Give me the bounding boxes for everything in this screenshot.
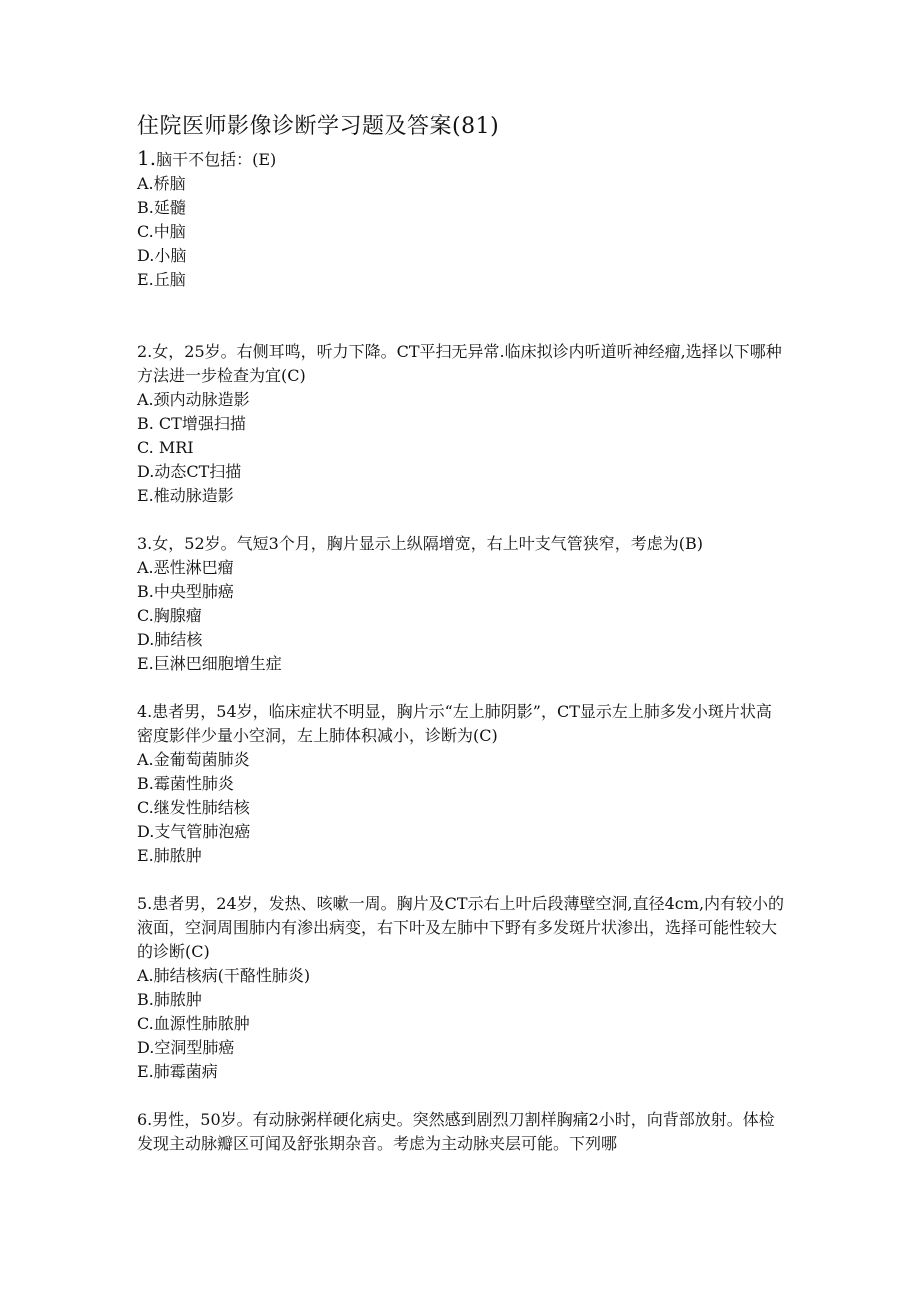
- option-e: E.肺脓肿: [137, 846, 202, 865]
- option-d: D.空洞型肺癌: [137, 1038, 235, 1057]
- option-e: E.巨淋巴细胞增生症: [137, 654, 282, 673]
- document-title: 住院医师影像诊断学习题及答案(81): [137, 114, 500, 139]
- question-number: 3.: [137, 534, 153, 553]
- option-b: B.霉菌性肺炎: [137, 774, 234, 793]
- question-5: [137, 892, 787, 1084]
- spacer: [137, 1084, 787, 1108]
- question-number: 4.: [137, 702, 153, 721]
- option-d: D.肺结核: [137, 630, 203, 649]
- question-2: [137, 340, 787, 508]
- question-text: 患者男，24岁，发热、咳嗽一周。胸片及CT示右上叶后段薄壁空洞,直径4cm,内有较小的液面，空洞周围肺内有渗出病变，右下叶及左肺中下野有多发斑片状渗出，选择可能性较大的诊断(C): [137, 894, 785, 961]
- question-number: 2.: [137, 342, 153, 361]
- option-e: E.丘脑: [137, 270, 186, 289]
- spacer: [137, 292, 787, 340]
- question-3: [137, 532, 787, 676]
- question-stem: [137, 340, 787, 388]
- question-6: [137, 1108, 787, 1156]
- option-list: [137, 748, 787, 868]
- option-e: E.肺霉菌病: [137, 1062, 218, 1081]
- option-list: [137, 172, 787, 292]
- question-text: 女，52岁。气短3个月，胸片显示上纵隔增宽，右上叶支气管狭窄，考虑为(B): [152, 534, 704, 553]
- option-c: C.中脑: [137, 222, 186, 241]
- question-number: 6.: [137, 1110, 153, 1129]
- question-stem: [137, 532, 787, 556]
- option-a: A.颈内动脉造影: [137, 390, 250, 409]
- option-e: E.椎动脉造影: [137, 486, 234, 505]
- spacer: [137, 676, 787, 700]
- option-a: A.肺结核病(干酪性肺炎): [137, 966, 311, 985]
- spacer: [137, 508, 787, 532]
- question-text: 患者男，54岁，临床症状不明显，胸片示“左上肺阴影”，CT显示左上肺多发小斑片状高密度影伴少量小空洞，左上肺体积减小，诊断为(C): [137, 702, 772, 745]
- question-number: 1.: [137, 146, 157, 170]
- option-c: C.血源性肺脓肿: [137, 1014, 250, 1033]
- document-page: [137, 112, 787, 1156]
- option-a: A.金葡萄菌肺炎: [137, 750, 250, 769]
- option-d: D.小脑: [137, 246, 187, 265]
- question-text: 脑干不包括：(E): [156, 150, 277, 169]
- option-b: B.中央型肺癌: [137, 582, 234, 601]
- option-c: C.继发性肺结核: [137, 798, 250, 817]
- spacer: [137, 868, 787, 892]
- option-list: [137, 388, 787, 508]
- question-number: 5.: [137, 894, 153, 913]
- option-a: A.恶性淋巴瘤: [137, 558, 234, 577]
- option-d: D.支气管肺泡癌: [137, 822, 251, 841]
- question-stem: [137, 700, 787, 748]
- option-c: C.胸腺瘤: [137, 606, 202, 625]
- question-1: [137, 146, 787, 292]
- option-list: [137, 556, 787, 676]
- option-b: B.肺脓肿: [137, 990, 202, 1009]
- option-c: C. MRI: [137, 438, 194, 457]
- question-stem: [137, 1108, 787, 1156]
- option-d: D.动态CT扫描: [137, 462, 242, 481]
- option-b: B. CT增强扫描: [137, 414, 246, 433]
- question-stem: [137, 146, 787, 172]
- question-4: [137, 700, 787, 868]
- question-text: 女，25岁。右侧耳鸣，听力下降。CT平扫无异常.临床拟诊内听道听神经瘤,选择以下哪种方法进一步检查为宜(C): [137, 342, 782, 385]
- option-b: B.延髓: [137, 198, 186, 217]
- option-list: [137, 964, 787, 1084]
- option-a: A.桥脑: [137, 174, 186, 193]
- question-text: 男性，50岁。有动脉粥样硬化病史。突然感到剧烈刀割样胸痛2小时，向背部放射。体检发现主动脉瓣区可闻及舒张期杂音。考虑为主动脉夹层可能。下列哪: [137, 1110, 775, 1153]
- question-stem: [137, 892, 787, 964]
